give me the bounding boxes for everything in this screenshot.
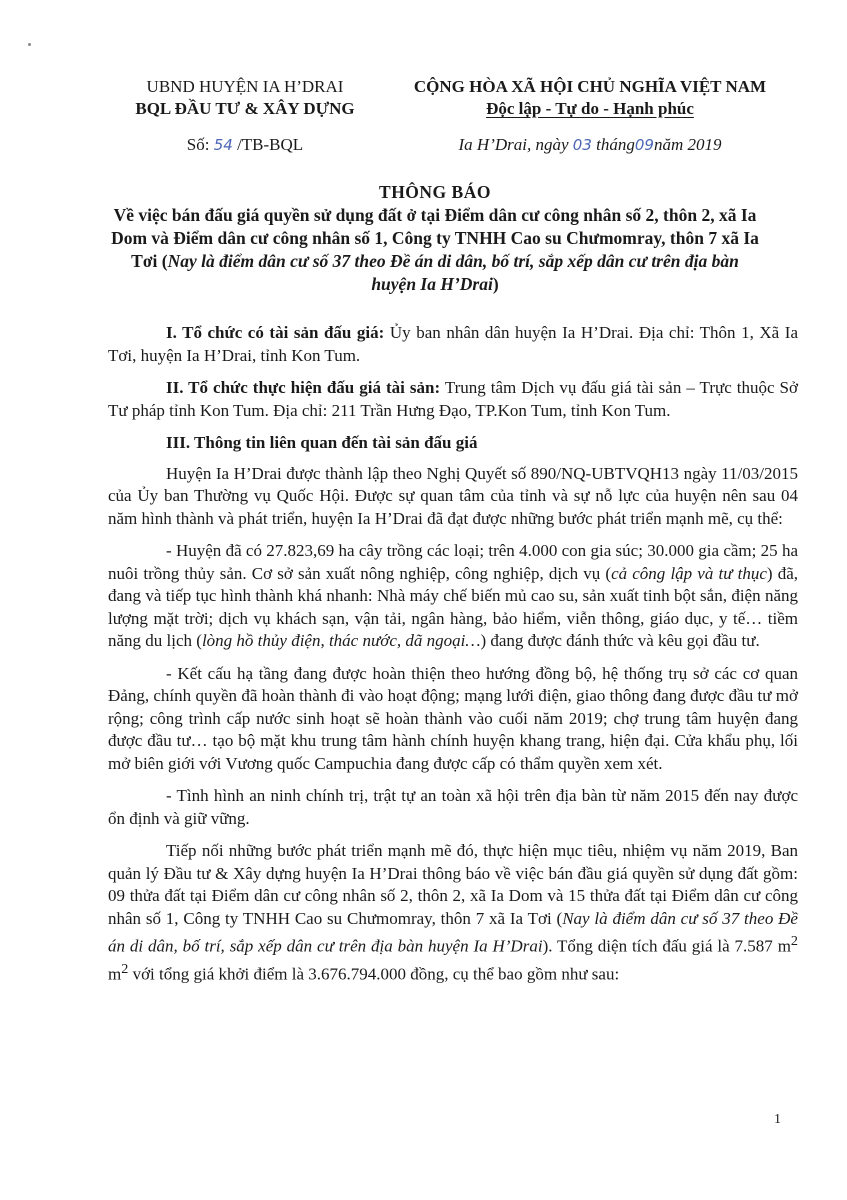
scan-speck	[28, 43, 31, 46]
page-number: 1	[774, 1112, 781, 1127]
document-subject	[110, 204, 760, 296]
section-1-text: Ủy ban nhân dân huyện Ia H’Drai. Địa chỉ: Thôn 1, Xã Ia Tơi, huyện Ia H’Drai, tỉnh Kon Tum.	[108, 323, 798, 365]
bullet-infrastructure: - Kết cấu hạ tầng đang được hoàn thiện theo hướng đồng bộ, hệ thống trụ sở các cơ quan Đảng, chính quyền đã hoàn thành đi vào hoạt động; mạng lưới điện, giao thông đang được đầu tư mở rộng; công trình cấp nước sinh hoạt sẽ hoàn thành vào cuối năm 2019; chợ trung tâm huyện đang được đầu tư… tạo bộ mặt khu trung tâm hành chính huyện khang trang, hiện đại. Cửa khẩu phụ, lối mở biên giới với Vương quốc Campuchia đang được cấp có thẩm quyền xem xét.	[108, 663, 798, 773]
agency-name: BQL ĐẦU TƯ & XÂY DỰNG	[135, 99, 355, 118]
bullet-economy-italic-2: lòng hồ thủy điện, thác nước, dã ngoại…	[201, 631, 481, 650]
section-2	[108, 377, 798, 422]
final-c: m	[108, 964, 122, 984]
handwritten-ref-number: 54	[213, 136, 233, 154]
subject-italic: Nay là điểm dân cư số 37 theo Đề án di dân, bố trí, sắp xếp dân cư trên địa bàn huyện Ia H’Drai	[167, 251, 739, 294]
nation-name: CỘNG HÒA XÃ HỘI CHỦ NGHĨA VIỆT NAM	[413, 77, 767, 96]
section-1-heading: I. Tổ chức có tài sản đấu giá:	[166, 323, 385, 342]
issuing-agency-block	[120, 76, 370, 156]
national-motto: Độc lập - Tự do - Hạnh phúc	[486, 99, 694, 118]
section-2-heading: II. Tổ chức thực hiện đấu giá tài sản:	[166, 378, 441, 397]
document-body	[108, 322, 798, 996]
section-2-text: Trung tâm Dịch vụ đấu giá tài sản – Trực thuộc Sở Tư pháp tỉnh Kon Tum. Địa chỉ: 211 Trần Hưng Đạo, TP.Kon Tum, tỉnh Kon Tum.	[108, 378, 798, 420]
date-place: Ia H’Drai, ngày	[458, 135, 569, 154]
reference-number	[120, 134, 370, 156]
final-sup-1: 2	[790, 933, 798, 949]
bullet-security: - Tình hình an ninh chính trị, trật tự an toàn xã hội trên địa bàn từ năm 2015 đến nay được ổn định và giữ vững.	[108, 786, 798, 828]
ref-suffix: /TB-BQL	[237, 135, 304, 154]
date-line	[380, 134, 800, 156]
handwritten-month: 09	[634, 136, 654, 154]
bullet-economy-c: ) đang được đánh thức và kêu gọi đầu tư.	[480, 631, 760, 650]
bullet-economy-b: ) đã, đang và tiếp tục hình thành khá nhanh: Nhà máy chế biến mủ cao su, sản xuất tinh bột sắn, điện năng lượng mặt trời; dịch vụ khách sạn, vận tải, ngân hàng, bảo hiểm, viễn thông, giáo dục, y tế… tiềm năng du lịch (	[108, 563, 799, 650]
final-sup-2: 2	[121, 961, 129, 978]
final-b: ). Tổng diện tích đấu giá là 7.587 m	[542, 936, 791, 956]
final-a: Tiếp nối những bước phát triển mạnh mẽ đó, thực hiện mục tiêu, nhiệm vụ năm 2019, Ban quản lý Đầu tư & Xây dựng huyện Ia H’Drai thông báo về việc bán đầu giá quyền sử dụng đất gồm: 09 thửa đất tại Điểm dân cư công nhân số 2, thôn 2, xã Ia Dom và 15 thửa đất tại Điểm dân cư công nhân số 1, Công ty TNHH Cao su Chưmomray, thôn 7 xã Ia Tơi (	[108, 841, 798, 928]
document-title	[110, 181, 760, 296]
ref-prefix: Số:	[186, 135, 210, 154]
final-d: với tổng giá khởi điểm là 3.676.794.000 đồng, cụ thể bao gồm như sau:	[128, 964, 620, 984]
bullet-economy-a: - Huyện đã có 27.823,69 ha cây trồng các loại; trên 4.000 con gia súc; 30.000 gia cầm; 25 ha nuôi trồng thủy sản. Cơ sở sản xuất nông nghiệp, công nghiệp, dịch vụ (	[108, 541, 798, 583]
bullet-economy-italic-1: cả công lập và tư thục	[611, 563, 767, 583]
bullet-economy	[108, 540, 798, 653]
national-heading-block	[380, 76, 800, 156]
subject-close: )	[492, 274, 499, 294]
date-year: năm 2019	[653, 135, 722, 154]
document-type: THÔNG BÁO	[379, 182, 491, 202]
intro-paragraph: Huyện Ia H’Drai được thành lập theo Nghị Quyết số 890/NQ-UBTVQH13 ngày 11/03/2015 của Ủy ban Thường vụ Quốc Hội. Được sự quan tâm của tỉnh và sự nỗ lực của huyện nên sau 04 năm hình thành và phát triển, huyện Ia H’Drai đã đạt được những bước phát triển mạnh mẽ, cụ thể:	[108, 463, 798, 528]
section-3-heading: III. Thông tin liên quan đến tài sản đấu giá	[166, 433, 478, 452]
handwritten-day: 03	[572, 136, 592, 154]
final-paragraph	[108, 840, 798, 986]
final-italic: Nay là điểm dân cư số 37 theo Đề án di dân, bố trí, sắp xếp dân cư trên địa bàn huyện Ia H’Drai	[108, 908, 798, 956]
agency-parent: UBND HUYỆN IA H’DRAI	[146, 77, 344, 96]
date-month-label: tháng	[596, 135, 635, 154]
section-1	[108, 322, 798, 367]
motto-wrap	[380, 98, 800, 120]
subject-main: Về việc bán đấu giá quyền sử dụng đất ở tại Điểm dân cư công nhân số 2, thôn 2, xã Ia Dom và Điểm dân cư công nhân số 1, Công ty TNHH Cao su Chưmomray, thôn 7 xã Ia Tơi (	[111, 205, 759, 271]
